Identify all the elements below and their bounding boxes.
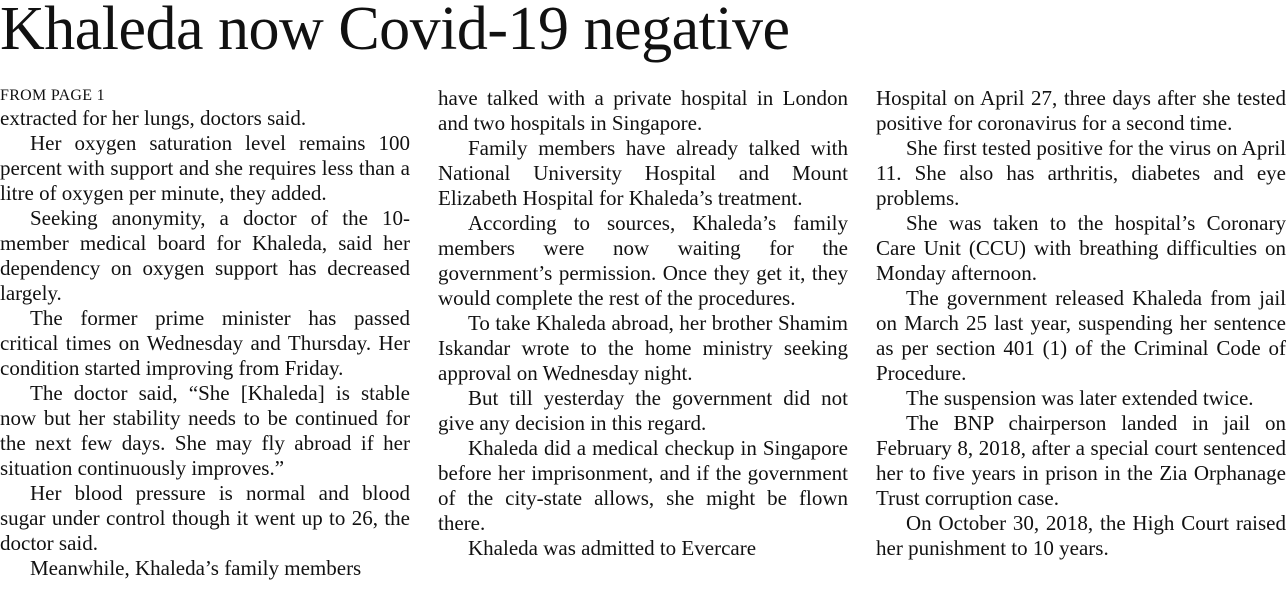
article-column-2 <box>438 86 848 561</box>
paragraph: On October 30, 2018, the High Court raised her punishment to 10 years. <box>876 511 1286 560</box>
dateline: FROM PAGE 1 <box>0 87 105 104</box>
paragraph: Her blood pressure is normal and blood sugar under control though it went up to 26, the doctor said. <box>0 481 410 555</box>
article-column-3 <box>876 86 1286 561</box>
paragraph: According to sources, Khaleda’s family members were now waiting for the government’s permission. Once they get it, they would complete the rest of the procedures. <box>438 211 848 310</box>
paragraph: Her oxygen saturation level remains 100 percent with support and she requires less than a litre of oxygen per minute, they added. <box>0 131 410 205</box>
paragraph: Meanwhile, Khaleda’s family members <box>30 556 362 580</box>
paragraph: Khaleda was admitted to Evercare <box>468 536 757 560</box>
paragraph: To take Khaleda abroad, her brother Shamim Iskandar wrote to the home ministry seeking approval on Wednesday night. <box>438 311 848 385</box>
paragraph: The government released Khaleda from jail on March 25 last year, suspending her sentence as per section 401 (1) of the Criminal Code of Procedure. <box>876 286 1286 385</box>
paragraph: extracted for her lungs, doctors said. <box>0 106 307 130</box>
paragraph: Seeking anonymity, a doctor of the 10-member medical board for Khaleda, said her dependency on oxygen support has decreased largely. <box>0 206 410 305</box>
paragraph: But till yesterday the government did not give any decision in this regard. <box>438 386 848 435</box>
paragraph: The former prime minister has passed critical times on Wednesday and Thursday. Her condition started improving from Friday. <box>0 306 410 380</box>
headline: Khaleda now Covid-19 negative <box>0 0 790 63</box>
paragraph: The BNP chairperson landed in jail on February 8, 2018, after a special court sentenced her to five years in prison in the Zia Orphanage Trust corruption case. <box>876 411 1286 510</box>
paragraph: She first tested positive for the virus on April 11. She also has arthritis, diabetes and eye problems. <box>876 136 1286 210</box>
paragraph: The doctor said, “She [Khaleda] is stable now but her stability needs to be continued for the next few days. She may fly abroad if her situation continuously improves.” <box>0 381 410 480</box>
paragraph: She was taken to the hospital’s Coronary Care Unit (CCU) with breathing difficulties on Monday afternoon. <box>876 211 1286 285</box>
paragraph: Khaleda did a medical checkup in Singapore before her imprisonment, and if the government of the city-state allows, she might be flown there. <box>438 436 848 535</box>
paragraph: Family members have already talked with National University Hospital and Mount Elizabeth Hospital for Khaleda’s treatment. <box>438 136 848 210</box>
paragraph: have talked with a private hospital in London and two hospitals in Singapore. <box>438 86 848 135</box>
paragraph: The suspension was later extended twice. <box>906 386 1254 410</box>
article-column-1 <box>0 86 410 581</box>
paragraph: Hospital on April 27, three days after she tested positive for coronavirus for a second time. <box>876 86 1286 135</box>
